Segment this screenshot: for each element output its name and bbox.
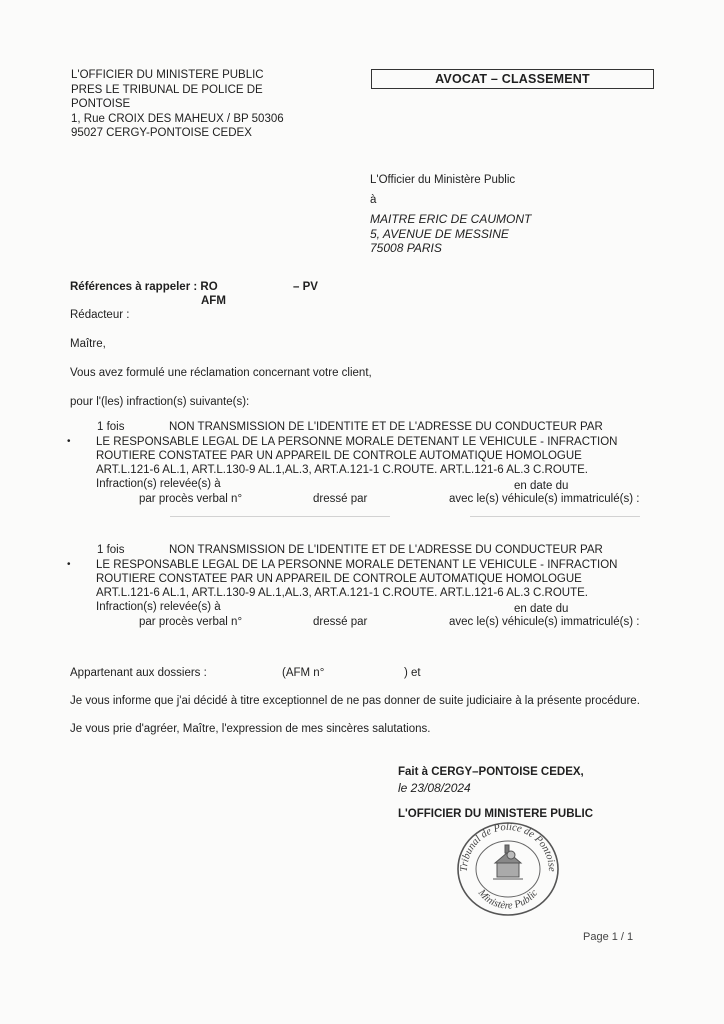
infraction-date: en date du [514,480,569,492]
stamp-top-text: Tribunal de Police de Pontoise [458,821,558,872]
infraction-line: ROUTIERE CONSTATEE PAR UN APPAREIL DE CONTROLE AUTOMATIQUE HOMOLOGUE [96,573,582,585]
dossiers-afm: (AFM n° [282,667,325,679]
infraction-line: NON TRANSMISSION DE L'IDENTITE ET DE L'ADRESSE DU CONDUCTEUR PAR [169,421,603,433]
sender-line: PRES LE TRIBUNAL DE POLICE DE [71,83,263,96]
infraction-vehicule: avec le(s) véhicule(s) immatriculé(s) : [449,493,640,505]
infraction-dresse: dressé par [313,493,368,505]
recipient-from: L'Officier du Ministère Public [370,174,516,186]
references-pv: – PV [293,281,318,293]
greeting: Maître, [70,338,106,350]
signature-place: Fait à CERGY–PONTOISE CEDEX, [398,766,584,778]
infraction-pv: par procès verbal n° [139,616,243,628]
page-number: Page 1 / 1 [583,931,634,943]
infraction-line: ART.L.121-6 AL.1, ART.L.130-9 AL.1,AL.3, ART.A.121-1 C.ROUTE. ART.L.121-6 AL.3 C.ROUTE. [96,587,588,599]
recipient-address [370,212,531,256]
references-label: Références à rappeler : RO [70,281,218,293]
infractions-intro: pour l'(les) infraction(s) suivante(s): [70,396,250,408]
infraction-relevee: Infraction(s) relevée(s) à [96,601,221,613]
infraction-line: ART.L.121-6 AL.1, ART.L.130-9 AL.1,AL.3, ART.A.121-1 C.ROUTE. ART.L.121-6 AL.3 C.ROUTE. [96,464,588,476]
intro-text: Vous avez formulé une réclamation concernant votre client, [70,367,372,379]
infraction-line: NON TRANSMISSION DE L'IDENTITE ET DE L'ADRESSE DU CONDUCTEUR PAR [169,544,603,556]
recipient-street: 5, AVENUE DE MESSINE [370,226,509,241]
sender-block [71,68,284,141]
bullet-icon: • [67,559,71,570]
stamp-bottom-text: Ministère Public [475,887,541,912]
references-afm: AFM [201,295,226,307]
stamp-emblem-icon [493,845,523,879]
recipient-a: à [370,194,377,206]
sender-line: 1, Rue CROIX DES MAHEUX / BP 50306 [71,112,284,125]
recipient-name: MAITRE ERIC DE CAUMONT [370,212,532,226]
infraction-relevee: Infraction(s) relevée(s) à [96,478,221,490]
infraction-vehicule: avec le(s) véhicule(s) immatriculé(s) : [449,616,640,628]
sender-line: 95027 CERGY-PONTOISE CEDEX [71,127,252,139]
classement-banner: AVOCAT – CLASSEMENT [371,69,654,89]
infraction-dresse: dressé par [313,616,368,628]
divider [170,516,390,517]
recipient-city: 75008 PARIS [370,241,442,255]
sender-line: PONTOISE [71,98,131,110]
sender-line: L'OFFICIER DU MINISTERE PUBLIC [71,69,264,81]
svg-text:Ministère Public [475,887,540,912]
official-stamp-seal [453,819,563,919]
infraction-line: ROUTIERE CONSTATEE PAR UN APPAREIL DE CONTROLE AUTOMATIQUE HOMOLOGUE [96,450,582,462]
infraction-line: LE RESPONSABLE LEGAL DE LA PERSONNE MORALE DETENANT LE VEHICULE - INFRACTION [96,436,618,448]
redacteur-label: Rédacteur : [70,309,130,321]
infraction-count: 1 fois [97,544,125,556]
infraction-date: en date du [514,603,569,615]
infraction-line: LE RESPONSABLE LEGAL DE LA PERSONNE MORALE DETENANT LE VEHICULE - INFRACTION [96,559,618,571]
dossiers-label: Appartenant aux dossiers : [70,667,207,679]
bullet-icon: • [67,436,71,447]
infraction-count: 1 fois [97,421,125,433]
infraction-pv: par procès verbal n° [139,493,243,505]
dossiers-et: ) et [404,667,421,679]
decision-text: Je vous informe que j'ai décidé à titre exceptionnel de ne pas donner de suite judiciaire à la présente procédure. [70,695,640,707]
signature-title: L'OFFICIER DU MINISTERE PUBLIC [398,808,594,820]
closing-text: Je vous prie d'agréer, Maître, l'expression de mes sincères salutations. [70,723,431,735]
divider [470,516,640,517]
signature-date: le 23/08/2024 [398,781,471,795]
